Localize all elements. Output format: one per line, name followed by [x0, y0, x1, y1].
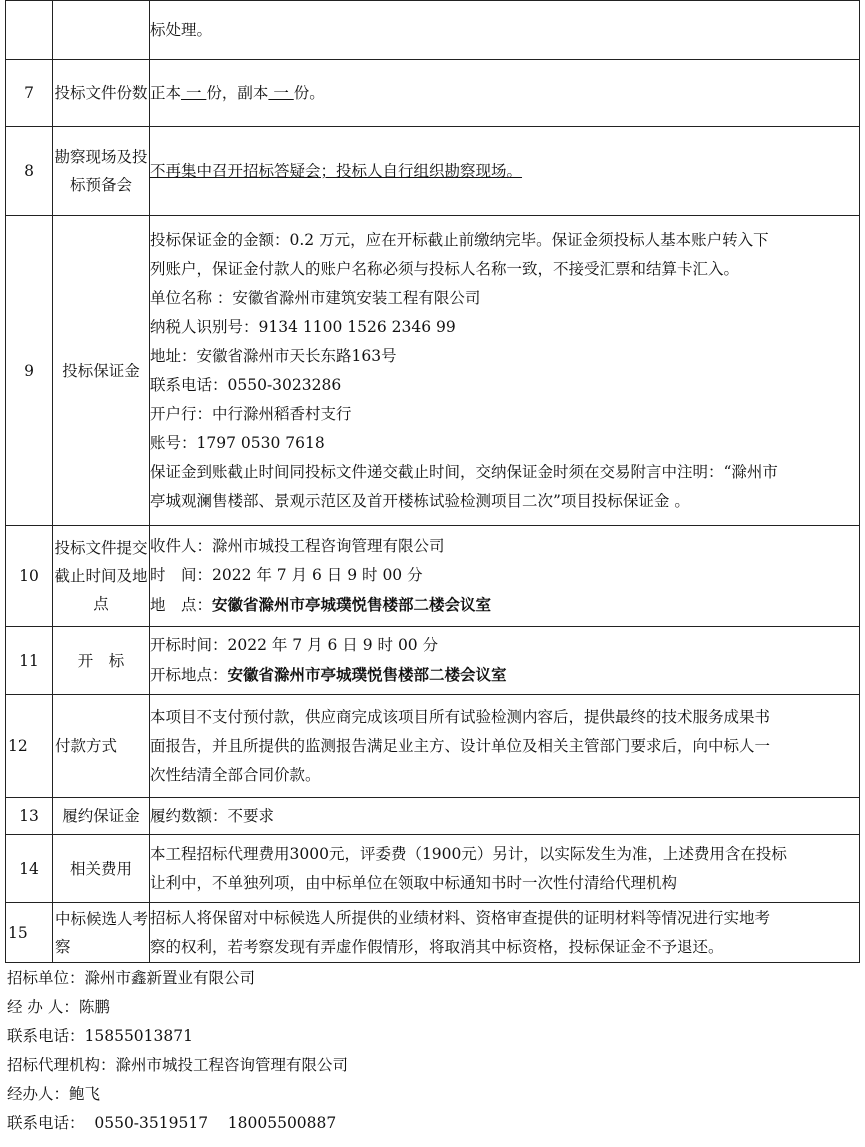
row-label: 履约保证金: [53, 798, 150, 835]
content-line: 账号：1797 0530 7618: [150, 433, 325, 452]
content-line: 开标时间：2022 年 7 月 6 日 9 时 00 分: [150, 636, 439, 654]
table-row: [6, 903, 860, 963]
content-line: 招标人将保留对中标候选人所提供的业绩材料、资格审查提供的证明材料等情况进行实地考: [150, 908, 771, 927]
original-count: 一: [181, 83, 207, 102]
content-line: 让利中，不单独列项，由中标单位在领取中标通知书时一次性付清给代理机构: [150, 873, 678, 892]
table-row: [6, 1, 860, 60]
row-label: [53, 1, 150, 60]
count-suffix: 份。: [293, 83, 325, 102]
content-line: 投标保证金的金额：0.2 万元，应在开标截止前缴纳完毕。保证金须投标人基本账户转入下: [150, 230, 769, 249]
table-row: [6, 216, 860, 526]
place-value: 安徽省滁州市亭城璞悦售楼部二楼会议室: [212, 595, 492, 614]
row-content: [150, 695, 860, 798]
row-label: 付款方式: [53, 695, 150, 798]
row-number: 8: [6, 127, 53, 216]
tenderer-phone: 联系电话：15855013871: [7, 1027, 193, 1045]
row-number: 13: [6, 798, 53, 835]
row-label: 投标保证金: [53, 216, 150, 526]
row-number: 9: [6, 216, 53, 526]
row-content: [150, 127, 860, 216]
content-line: 本项目不支付预付款，供应商完成该项目所有试验检测内容后，提供最终的技术服务成果书: [150, 707, 771, 726]
content-line: 单位名称 ：安徽省滁州市建筑安装工程有限公司: [150, 288, 481, 307]
table-row: [6, 798, 860, 835]
content-line: 开户行：中行滁州稻香村支行: [150, 404, 352, 423]
table-row: [6, 60, 860, 127]
original-count-prefix: 正本: [150, 83, 182, 102]
row-number: 7: [6, 60, 53, 127]
row-label: 勘察现场及投标预备会: [53, 127, 150, 216]
agency-phone: 联系电话： 0550-3519517 18005500887: [7, 1114, 337, 1132]
row-content: [150, 60, 860, 127]
place-label: 地 点：: [150, 596, 213, 614]
table-row: [6, 526, 860, 627]
content-line: 亭城观澜售楼部、景观示范区及首开楼栋试验检测项目二次”项目投标保证金 。: [150, 491, 690, 510]
tenderer-unit: 招标单位：滁州市鑫新置业有限公司: [7, 969, 256, 987]
content-line: 面报告，并且所提供的监测报告满足业主方、设计单位及相关主管部门要求后，向中标人一: [150, 736, 771, 755]
table-row: [6, 835, 860, 903]
place-label: 开标地点：: [150, 666, 228, 684]
tenderer-contact-person: 经 办 人：陈鹏: [7, 998, 110, 1016]
row-label: 投标文件份数: [53, 60, 150, 127]
row-number: 12: [6, 695, 53, 798]
content-line: 不再集中召开招标答疑会；投标人自行组织勘察现场。: [150, 161, 523, 180]
row-number: 10: [6, 526, 53, 627]
row-content: [150, 835, 860, 903]
row-number: 11: [6, 627, 53, 695]
tender-info-table: [5, 0, 860, 963]
row-number: [6, 1, 53, 60]
copy-count: 一: [268, 83, 294, 102]
row-number: 15: [6, 903, 53, 963]
content-line: 察的权利，若考察发现有弄虚作假情形，将取消其中标资格，投标保证金不予退还。: [150, 937, 724, 956]
content-line: [150, 590, 859, 620]
row-content: [150, 526, 860, 627]
row-label: 相关费用: [53, 835, 150, 903]
content-line: 保证金到账截止时间同投标文件递交截止时间，交纳保证金时须在交易附言中注明：“滁州市: [150, 462, 778, 481]
row-number: 14: [6, 835, 53, 903]
content-line: 联系电话：0550-3023286: [150, 375, 342, 394]
place-value: 安徽省滁州市亭城璞悦售楼部二楼会议室: [227, 665, 507, 684]
content-line: 本工程招标代理费用3000元，评委费（1900元）另计，以实际发生为准，上述费用含在投标: [150, 844, 787, 863]
row-content: [150, 903, 860, 963]
row-content: [150, 216, 860, 526]
agency-contact-person: 经办人：鲍飞: [7, 1085, 101, 1103]
content-line: 标处理。: [150, 20, 213, 39]
content-line: 列账户，保证金付款人的账户名称必须与投标人名称一致，不接受汇票和结算卡汇入。: [150, 259, 740, 278]
row-content: [150, 1, 860, 60]
table-row: [6, 695, 860, 798]
row-label: 投标文件提交截止时间及地点: [53, 526, 150, 627]
content-line: 履约数额：不要求: [150, 806, 275, 825]
content-line: 纳税人识别号：9134 1100 1526 2346 99: [150, 317, 456, 336]
row-content: [150, 798, 860, 835]
content-line: 地址：安徽省滁州市天长东路163号: [150, 346, 397, 365]
contact-footer: [7, 964, 857, 1138]
agency-name: 招标代理机构：滁州市城投工程咨询管理有限公司: [7, 1056, 349, 1074]
row-label: 中标候选人考察: [53, 903, 150, 963]
content-line: [150, 660, 859, 690]
row-label: 开 标: [53, 627, 150, 695]
row-content: [150, 627, 860, 695]
content-line: 收件人：滁州市城投工程咨询管理有限公司: [150, 537, 445, 555]
content-line: 次性结清全部合同价款。: [150, 765, 321, 784]
table-row: [6, 127, 860, 216]
content-line: 时 间：2022 年 7 月 6 日 9 时 00 分: [150, 566, 423, 584]
table-row: [6, 627, 860, 695]
copy-count-prefix: 份，副本: [206, 83, 269, 102]
